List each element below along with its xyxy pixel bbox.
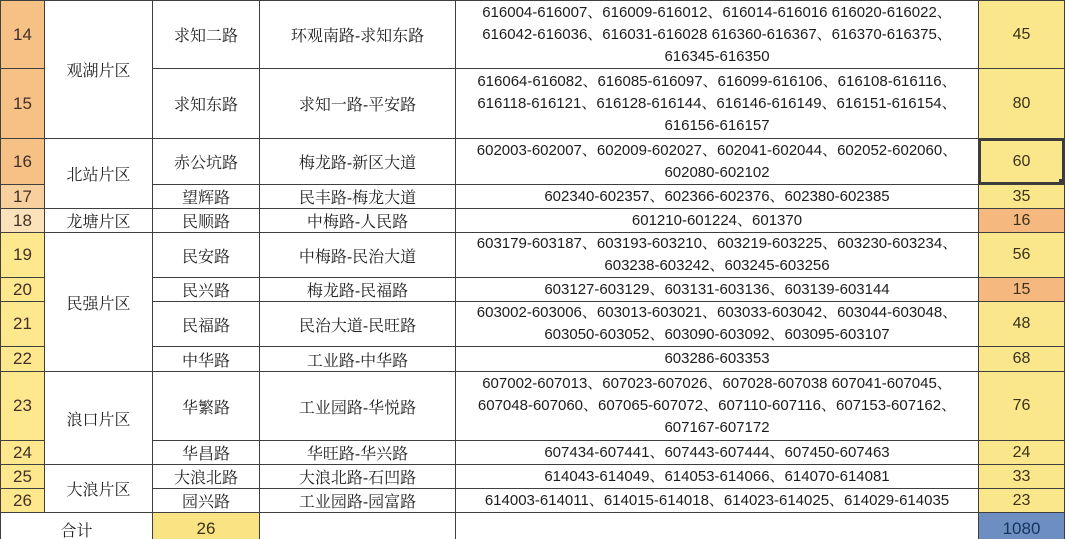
district-cell[interactable]: 北站片区	[45, 139, 153, 209]
table-row	[1, 347, 1065, 372]
count-cell-highlighted[interactable]: 15	[979, 278, 1065, 302]
section-cell[interactable]: 中梅路-人民路	[260, 209, 456, 233]
codes-cell[interactable]: 614003-614011、614015-614018、614023-614025、614029-614035	[456, 489, 979, 513]
table-row	[1, 489, 1065, 513]
district-cell[interactable]: 龙塘片区	[45, 209, 153, 233]
codes-cell[interactable]: 603002-603006、603013-603021、603033-603042、603044-603048、603050-603052、603090-603092、603095-603107	[456, 302, 979, 347]
row-number-cell[interactable]: 23	[1, 372, 45, 441]
codes-cell[interactable]: 607434-607441、607443-607444、607450-607463	[456, 441, 979, 465]
count-cell[interactable]: 45	[979, 1, 1065, 69]
section-cell[interactable]: 中梅路-民治大道	[260, 233, 456, 278]
table-row	[1, 139, 1065, 185]
table-row	[1, 302, 1065, 347]
codes-cell[interactable]: 603127-603129、603131-603136、603139-603144	[456, 278, 979, 302]
road-cell[interactable]: 华昌路	[153, 441, 260, 465]
road-cell[interactable]: 赤公坑路	[153, 139, 260, 185]
road-cell[interactable]: 民兴路	[153, 278, 260, 302]
count-cell[interactable]: 33	[979, 465, 1065, 489]
count-cell-selected[interactable]: 60	[979, 139, 1065, 185]
footer-row	[1, 513, 1065, 539]
footer-roads-total-cell[interactable]: 26	[153, 513, 260, 539]
section-cell[interactable]: 华旺路-华兴路	[260, 441, 456, 465]
table-row	[1, 1, 1065, 69]
road-cell[interactable]: 求知东路	[153, 69, 260, 139]
road-cell[interactable]: 望辉路	[153, 185, 260, 209]
footer-total-label-cell[interactable]: 合计	[1, 513, 153, 539]
count-cell-highlighted[interactable]: 16	[979, 209, 1065, 233]
footer-empty-section-cell[interactable]	[260, 513, 456, 539]
section-cell[interactable]: 民治大道-民旺路	[260, 302, 456, 347]
table-row	[1, 278, 1065, 302]
road-cell[interactable]: 中华路	[153, 347, 260, 372]
codes-cell[interactable]: 601210-601224、601370	[456, 209, 979, 233]
road-cell[interactable]: 求知二路	[153, 1, 260, 69]
row-number-cell[interactable]: 14	[1, 1, 45, 69]
row-number-cell[interactable]: 22	[1, 347, 45, 372]
road-cell[interactable]: 民安路	[153, 233, 260, 278]
section-cell[interactable]: 民丰路-梅龙大道	[260, 185, 456, 209]
row-number-cell[interactable]: 16	[1, 139, 45, 185]
codes-cell[interactable]: 607002-607013、607023-607026、607028-607038 607041-607045、607048-607060、607065-607072、607110-607116、607153-607162、607167-607172	[456, 372, 979, 441]
table-row	[1, 209, 1065, 233]
road-cell[interactable]: 华繁路	[153, 372, 260, 441]
count-cell[interactable]: 68	[979, 347, 1065, 372]
row-number-cell[interactable]: 26	[1, 489, 45, 513]
section-cell[interactable]: 大浪北路-石凹路	[260, 465, 456, 489]
table-row	[1, 69, 1065, 139]
row-number-cell[interactable]: 18	[1, 209, 45, 233]
row-number-cell[interactable]: 25	[1, 465, 45, 489]
road-cell[interactable]: 大浪北路	[153, 465, 260, 489]
section-cell[interactable]: 工业园路-园富路	[260, 489, 456, 513]
district-cell[interactable]: 浪口片区	[45, 372, 153, 465]
codes-cell[interactable]: 603179-603187、603193-603210、603219-603225、603230-603234、603238-603242、603245-603256	[456, 233, 979, 278]
section-cell[interactable]: 求知一路-平安路	[260, 69, 456, 139]
footer-grand-total-cell[interactable]: 1080	[979, 513, 1065, 539]
count-cell[interactable]: 24	[979, 441, 1065, 465]
count-cell[interactable]: 48	[979, 302, 1065, 347]
codes-cell[interactable]: 602340-602357、602366-602376、602380-602385	[456, 185, 979, 209]
row-number-cell[interactable]: 15	[1, 69, 45, 139]
road-cell[interactable]: 民福路	[153, 302, 260, 347]
codes-cell[interactable]: 602003-602007、602009-602027、602041-602044、602052-602060、602080-602102	[456, 139, 979, 185]
table-row	[1, 372, 1065, 441]
section-cell[interactable]: 工业园路-华悦路	[260, 372, 456, 441]
row-number-cell[interactable]: 19	[1, 233, 45, 278]
district-cell[interactable]: 大浪片区	[45, 465, 153, 513]
table-row	[1, 185, 1065, 209]
table-row	[1, 441, 1065, 465]
section-cell[interactable]: 工业路-中华路	[260, 347, 456, 372]
footer-empty-codes-cell[interactable]	[456, 513, 979, 539]
row-number-cell[interactable]: 21	[1, 302, 45, 347]
road-cell[interactable]: 民顺路	[153, 209, 260, 233]
codes-cell[interactable]: 616064-616082、616085-616097、616099-616106、616108-616116、616118-616121、616128-616144、616146-616149、616151-616154、616156-616157	[456, 69, 979, 139]
section-cell[interactable]: 环观南路-求知东路	[260, 1, 456, 69]
codes-cell[interactable]: 603286-603353	[456, 347, 979, 372]
section-cell[interactable]: 梅龙路-新区大道	[260, 139, 456, 185]
count-cell[interactable]: 56	[979, 233, 1065, 278]
district-cell[interactable]: 民强片区	[45, 233, 153, 372]
row-number-cell[interactable]: 20	[1, 278, 45, 302]
table-row	[1, 233, 1065, 278]
table-row	[1, 465, 1065, 489]
count-cell[interactable]: 35	[979, 185, 1065, 209]
codes-cell[interactable]: 614043-614049、614053-614066、614070-614081	[456, 465, 979, 489]
codes-cell[interactable]: 616004-616007、616009-616012、616014-616016 616020-616022、616042-616036、616031-616028 616360-616367、616370-616375、616345-616350	[456, 1, 979, 69]
row-number-cell[interactable]: 24	[1, 441, 45, 465]
row-number-cell[interactable]: 17	[1, 185, 45, 209]
count-cell[interactable]: 80	[979, 69, 1065, 139]
count-cell[interactable]: 23	[979, 489, 1065, 513]
district-cell[interactable]: 观湖片区	[45, 1, 153, 139]
count-cell[interactable]: 76	[979, 372, 1065, 441]
section-cell[interactable]: 梅龙路-民福路	[260, 278, 456, 302]
road-cell[interactable]: 园兴路	[153, 489, 260, 513]
